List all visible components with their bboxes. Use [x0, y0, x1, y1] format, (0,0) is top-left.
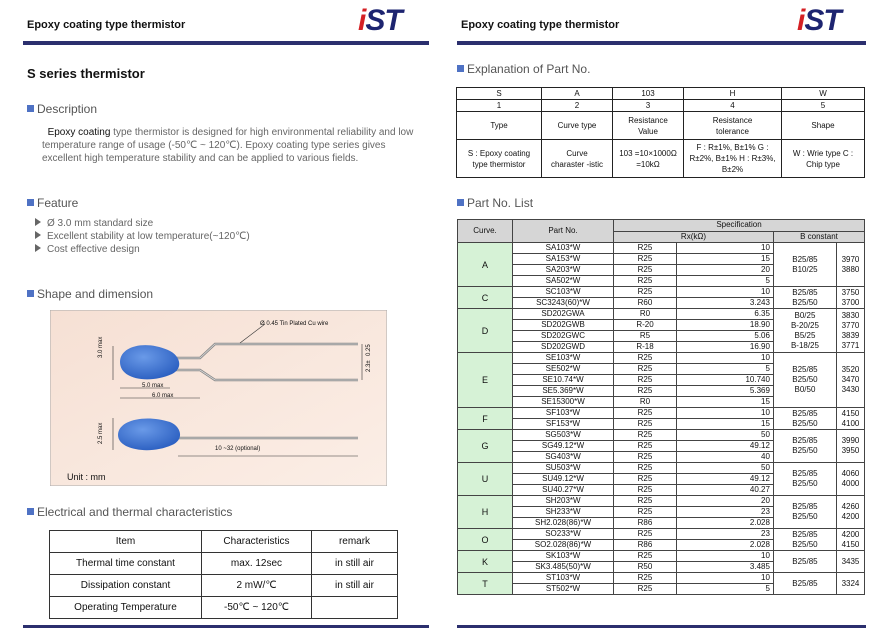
b-name: B25/85	[792, 502, 818, 511]
description-body: type thermistor is designed for high environmental reliability and low temperature range of usage (-50℃ ~ 120℃). Epoxy coating type series gives excellent high temperature stability and can be applied to various fields.	[42, 127, 414, 164]
part-no-cell: SF103*W	[513, 408, 614, 419]
b-value-cell	[836, 529, 864, 551]
part-no-cell: SH233*W	[513, 507, 614, 518]
b-name: B25/50	[792, 418, 818, 428]
part-no-cell: SF153*W	[513, 419, 614, 430]
elec-table	[49, 530, 398, 619]
b-name: B0/25	[794, 310, 816, 320]
rx-value-cell: 5	[677, 584, 774, 595]
b-value: 3970	[841, 254, 860, 264]
table-cell: Curve type	[542, 112, 613, 140]
rx-ref-cell: R25	[614, 551, 677, 562]
curve-cell: A	[458, 243, 513, 287]
elec-header-characteristics: Characteristics	[202, 531, 312, 553]
rx-value-cell: 50	[677, 430, 774, 441]
left-page-title: S series thermistor	[27, 66, 145, 81]
description-heading-text: Description	[37, 102, 98, 116]
part-no-cell: SE502*W	[513, 364, 614, 375]
rx-value-cell: 16.90	[677, 342, 774, 353]
b-value: 3435	[841, 556, 860, 566]
part-list-body	[458, 220, 865, 595]
bullet-square-icon	[457, 65, 464, 72]
part-no-cell: SG49.12*W	[513, 441, 614, 452]
b-value-cell	[836, 573, 864, 595]
table-cell: S : Epoxy coating type thermistor	[457, 140, 542, 178]
curve-cell: K	[458, 551, 513, 573]
part-no-cell: SH2.028(86)*W	[513, 518, 614, 529]
b-value: 4150	[841, 539, 860, 549]
part-no-cell: ST502*W	[513, 584, 614, 595]
b-value: 3430	[841, 385, 860, 394]
rx-value-cell: 15	[677, 254, 774, 265]
rx-ref-cell: R-18	[614, 342, 677, 353]
b-name: B25/50	[792, 479, 818, 488]
b-name-cell	[773, 551, 836, 573]
part-no-cell: SD202GWA	[513, 309, 614, 320]
left-logo	[358, 4, 402, 38]
triangle-bullet-icon	[35, 218, 41, 226]
part-codes-row	[457, 88, 865, 100]
rx-ref-cell: R25	[614, 375, 677, 386]
part-no-cell: SO2.028(86)*W	[513, 540, 614, 551]
lower-bead	[118, 418, 180, 450]
table-cell: max. 12sec	[202, 553, 312, 575]
part-no-cell: SG503*W	[513, 430, 614, 441]
rx-value-cell: 49.12	[677, 441, 774, 452]
rx-value-cell: 2.028	[677, 540, 774, 551]
rx-ref-cell: R25	[614, 507, 677, 518]
table-cell: Curve charaster -istic	[542, 140, 613, 178]
b-value-cell	[836, 430, 864, 463]
right-logo	[797, 4, 841, 38]
b-value: 3470	[841, 375, 860, 384]
rx-ref-cell: R5	[614, 331, 677, 342]
table-cell: 4	[684, 100, 782, 112]
table-cell: W	[782, 88, 865, 100]
b-name-cell	[773, 353, 836, 408]
rx-value-cell: 5.369	[677, 386, 774, 397]
rx-ref-cell: R50	[614, 562, 677, 573]
left-header-rule	[23, 41, 429, 45]
b-value: 4200	[841, 529, 860, 539]
rx-ref-cell: R25	[614, 452, 677, 463]
table-cell: 2 mW/℃	[202, 575, 312, 597]
b-value-cell	[836, 463, 864, 496]
b-value: 4000	[841, 479, 860, 488]
b-name-cell	[773, 430, 836, 463]
table-cell: 103 =10×1000Ω =10kΩ	[613, 140, 684, 178]
bullet-square-icon	[27, 508, 34, 515]
b-name: B25/50	[792, 297, 818, 307]
b-value-cell	[836, 353, 864, 408]
part-no-cell: ST103*W	[513, 573, 614, 584]
rx-value-cell: 2.028	[677, 518, 774, 529]
bullet-square-icon	[457, 199, 464, 206]
feature-item-text: Cost effective design	[47, 244, 140, 255]
table-row	[458, 551, 865, 562]
table-row	[458, 573, 865, 584]
part-no-cell: SG403*W	[513, 452, 614, 463]
table-cell: Shape	[782, 112, 865, 140]
rx-ref-cell: R25	[614, 353, 677, 364]
b-name: B25/85	[792, 556, 818, 566]
rx-value-cell: 5.06	[677, 331, 774, 342]
part-list-table	[457, 219, 865, 595]
curve-cell: G	[458, 430, 513, 463]
rx-value-cell: 18.90	[677, 320, 774, 331]
b-value: 3990	[841, 436, 860, 445]
part-nums-row	[457, 100, 865, 112]
rx-value-cell: 15	[677, 419, 774, 430]
logo-st: ST	[365, 4, 402, 37]
rx-ref-cell: R25	[614, 463, 677, 474]
table-cell: Type	[457, 112, 542, 140]
b-value: 3520	[841, 365, 860, 374]
table-cell: F : R±1%, B±1% G : R±2%, B±1% H : R±3%, B±2%	[684, 140, 782, 178]
b-name: B0/50	[794, 385, 816, 394]
part-no-cell: SD202GWD	[513, 342, 614, 353]
b-name-cell	[773, 463, 836, 496]
rx-ref-cell: R25	[614, 485, 677, 496]
rx-value-cell: 10	[677, 551, 774, 562]
triangle-bullet-icon	[35, 231, 41, 239]
b-value: 3700	[841, 297, 860, 307]
dim-23-label: 2.3±	[366, 360, 372, 372]
rx-ref-cell: R25	[614, 584, 677, 595]
description-heading	[27, 102, 97, 116]
bullet-square-icon	[27, 105, 34, 112]
table-row	[458, 430, 865, 441]
rx-value-cell: 15	[677, 397, 774, 408]
feature-item	[35, 230, 250, 243]
rx-ref-cell: R0	[614, 309, 677, 320]
curve-cell: C	[458, 287, 513, 309]
b-value: 4150	[841, 408, 860, 418]
table-row	[50, 553, 398, 575]
dim-lead-label: 10 ~32 (optional)	[215, 446, 261, 452]
b-value: 3880	[841, 264, 860, 274]
bullet-square-icon	[27, 199, 34, 206]
table-cell: Resistance Value	[613, 112, 684, 140]
b-name-cell	[773, 408, 836, 430]
part-no-cell: SO233*W	[513, 529, 614, 540]
part-no-cell: SA502*W	[513, 276, 614, 287]
right-header-rule	[457, 41, 866, 45]
part-no-cell: SA153*W	[513, 254, 614, 265]
table-row	[458, 463, 865, 474]
b-value-cell	[836, 309, 864, 353]
dim-30max-label: 3.0 max	[98, 336, 104, 358]
part-no-cell: SE15300*W	[513, 397, 614, 408]
b-value-cell	[836, 243, 864, 287]
feature-item	[35, 217, 250, 230]
feature-item-text: Ø 3.0 mm standard size	[47, 218, 154, 229]
curve-cell: E	[458, 353, 513, 408]
part-labels-row	[457, 112, 865, 140]
rx-ref-cell: R86	[614, 540, 677, 551]
right-header-title: Epoxy coating type thermistor	[461, 19, 620, 31]
dimension-diagram	[50, 310, 387, 486]
b-name: B5/25	[794, 330, 816, 340]
dim-25max-label: 2.5 max	[98, 422, 104, 444]
table-cell: 5	[782, 100, 865, 112]
rx-value-cell: 20	[677, 265, 774, 276]
table-cell: Resistance tolerance	[684, 112, 782, 140]
table-cell: 1	[457, 100, 542, 112]
curve-cell: O	[458, 529, 513, 551]
b-name: B25/85	[792, 254, 818, 264]
rx-ref-cell: R25	[614, 265, 677, 276]
b-value: 4060	[841, 469, 860, 478]
table-cell: S	[457, 88, 542, 100]
b-name: B25/85	[792, 469, 818, 478]
b-name: B-20/25	[790, 320, 819, 330]
rx-value-cell: 40	[677, 452, 774, 463]
elec-heading	[27, 505, 232, 519]
b-name: B25/85	[792, 365, 818, 374]
rx-ref-cell: R25	[614, 573, 677, 584]
b-value: 3770	[841, 320, 860, 330]
curve-cell: U	[458, 463, 513, 496]
b-name-cell	[773, 243, 836, 287]
triangle-bullet-icon	[35, 244, 41, 252]
rx-ref-cell: R25	[614, 243, 677, 254]
b-value: 3324	[841, 578, 860, 588]
b-name: B25/85	[792, 436, 818, 445]
part-no-cell: SK103*W	[513, 551, 614, 562]
list-heading-text: Part No. List	[467, 196, 534, 210]
table-cell: Operating Temperature	[50, 597, 202, 619]
part-no-cell: SD202GWC	[513, 331, 614, 342]
feature-item-text: Excellent stability at low temperature(~120℃)	[47, 231, 250, 242]
part-desc-row	[457, 140, 865, 178]
rx-ref-cell: R25	[614, 419, 677, 430]
table-cell: 103	[613, 88, 684, 100]
rx-ref-cell: R25	[614, 496, 677, 507]
dim-025-label: 0.25	[366, 344, 372, 356]
rx-ref-cell: R25	[614, 276, 677, 287]
explanation-heading-text: Explanation of Part No.	[467, 62, 591, 76]
rx-value-cell: 20	[677, 496, 774, 507]
rx-ref-cell: R86	[614, 518, 677, 529]
table-cell: 2	[542, 100, 613, 112]
header-curve: Curve.	[458, 220, 513, 243]
dim-60max-label: 6.0 max	[152, 393, 174, 399]
explanation-heading	[457, 62, 590, 76]
b-value-cell	[836, 287, 864, 309]
elec-header-remark: remark	[312, 531, 398, 553]
unit-label: Unit : mm	[67, 472, 106, 482]
b-name: B25/50	[792, 446, 818, 455]
part-number-table	[456, 87, 865, 178]
b-value: 3750	[841, 287, 860, 297]
rx-value-cell: 50	[677, 463, 774, 474]
part-no-cell: SH203*W	[513, 496, 614, 507]
dim-50max-label: 5.0 max	[142, 383, 164, 389]
elec-header-item: Item	[50, 531, 202, 553]
elec-table-header	[50, 531, 398, 553]
header-rx: Rx(kΩ)	[614, 231, 774, 243]
feature-heading	[27, 196, 78, 210]
table-cell	[312, 597, 398, 619]
rx-value-cell: 10	[677, 243, 774, 254]
rx-ref-cell: R25	[614, 529, 677, 540]
rx-ref-cell: R0	[614, 397, 677, 408]
shape-heading	[27, 287, 153, 301]
shape-heading-text: Shape and dimension	[37, 287, 154, 301]
b-name: B-18/25	[790, 340, 819, 350]
rx-value-cell: 10	[677, 287, 774, 298]
rx-value-cell: 5	[677, 276, 774, 287]
rx-value-cell: 10	[677, 408, 774, 419]
part-no-cell: SA203*W	[513, 265, 614, 276]
rx-ref-cell: R25	[614, 254, 677, 265]
table-cell: -50℃ ~ 120℃	[202, 597, 312, 619]
b-value: 3771	[841, 340, 860, 350]
header-part-no: Part No.	[513, 220, 614, 243]
part-list-header-row	[458, 220, 865, 232]
b-name: B25/50	[792, 375, 818, 384]
b-value: 4200	[841, 512, 860, 521]
part-no-cell: SE5.369*W	[513, 386, 614, 397]
part-no-cell: SC3243(60)*W	[513, 298, 614, 309]
feature-list	[35, 217, 250, 256]
description-text	[42, 126, 420, 165]
description-lead: Epoxy coating	[47, 127, 111, 138]
b-name: B10/25	[792, 264, 818, 274]
b-name: B25/85	[792, 529, 818, 539]
right-footer-rule	[457, 625, 866, 628]
rx-value-cell: 23	[677, 507, 774, 518]
b-value: 4260	[841, 502, 860, 511]
table-cell: A	[542, 88, 613, 100]
header-b-constant: B constant	[773, 231, 864, 243]
part-no-cell: SE10.74*W	[513, 375, 614, 386]
part-no-cell: SU503*W	[513, 463, 614, 474]
b-name-cell	[773, 529, 836, 551]
rx-ref-cell: R25	[614, 430, 677, 441]
table-row	[458, 243, 865, 254]
b-value: 3839	[841, 330, 860, 340]
table-cell: Dissipation constant	[50, 575, 202, 597]
bullet-square-icon	[27, 290, 34, 297]
logo-i: i	[358, 4, 366, 37]
rx-value-cell: 3.485	[677, 562, 774, 573]
rx-value-cell: 5	[677, 364, 774, 375]
rx-ref-cell: R25	[614, 474, 677, 485]
table-cell: Thermal time constant	[50, 553, 202, 575]
curve-cell: H	[458, 496, 513, 529]
part-no-cell: SD202GWB	[513, 320, 614, 331]
part-no-cell: SU40.27*W	[513, 485, 614, 496]
b-value-cell	[836, 496, 864, 529]
rx-ref-cell: R25	[614, 441, 677, 452]
rx-value-cell: 3.243	[677, 298, 774, 309]
rx-value-cell: 10	[677, 573, 774, 584]
curve-cell: F	[458, 408, 513, 430]
b-name: B25/50	[792, 512, 818, 521]
table-row	[458, 353, 865, 364]
b-name-cell	[773, 573, 836, 595]
b-value-cell	[836, 408, 864, 430]
wire-label: Ø 0.45 Tin Plated Cu wire	[260, 321, 329, 327]
table-row	[458, 529, 865, 540]
b-name: B25/85	[792, 408, 818, 418]
rx-value-cell: 23	[677, 529, 774, 540]
rx-value-cell: 10.740	[677, 375, 774, 386]
curve-cell: D	[458, 309, 513, 353]
curve-cell: T	[458, 573, 513, 595]
feature-item	[35, 243, 250, 256]
part-no-cell: SA103*W	[513, 243, 614, 254]
rx-ref-cell: R25	[614, 287, 677, 298]
logo-st: ST	[804, 4, 841, 37]
table-row	[458, 496, 865, 507]
rx-ref-cell: R25	[614, 386, 677, 397]
b-name: B25/85	[792, 578, 818, 588]
table-cell: W : Wrie type C : Chip type	[782, 140, 865, 178]
part-no-cell: SE103*W	[513, 353, 614, 364]
table-cell: 3	[613, 100, 684, 112]
left-footer-rule	[23, 625, 429, 628]
rx-value-cell: 49.12	[677, 474, 774, 485]
b-value: 3830	[841, 310, 860, 320]
part-no-cell: SC103*W	[513, 287, 614, 298]
part-no-cell: SU49.12*W	[513, 474, 614, 485]
part-no-cell: SK3.485(50)*W	[513, 562, 614, 573]
left-header-title: Epoxy coating type thermistor	[27, 19, 186, 31]
b-value-cell	[836, 551, 864, 573]
header-specification: Specification	[614, 220, 865, 232]
rx-ref-cell: R25	[614, 364, 677, 375]
b-name-cell	[773, 496, 836, 529]
table-cell: in still air	[312, 575, 398, 597]
table-row	[458, 287, 865, 298]
table-row	[50, 575, 398, 597]
elec-heading-text: Electrical and thermal characteristics	[37, 505, 233, 519]
table-cell: in still air	[312, 553, 398, 575]
b-name: B25/85	[792, 287, 818, 297]
table-row	[458, 309, 865, 320]
b-name: B25/50	[792, 539, 818, 549]
b-value: 3950	[841, 446, 860, 455]
list-heading	[457, 196, 533, 210]
rx-value-cell: 40.27	[677, 485, 774, 496]
logo-i: i	[797, 4, 805, 37]
b-name-cell	[773, 309, 836, 353]
b-name-cell	[773, 287, 836, 309]
rx-value-cell: 6.35	[677, 309, 774, 320]
rx-ref-cell: R-20	[614, 320, 677, 331]
table-row	[458, 408, 865, 419]
rx-value-cell: 10	[677, 353, 774, 364]
table-row	[50, 597, 398, 619]
feature-heading-text: Feature	[37, 196, 79, 210]
table-cell: H	[684, 88, 782, 100]
rx-ref-cell: R25	[614, 408, 677, 419]
b-value: 4100	[841, 418, 860, 428]
rx-ref-cell: R60	[614, 298, 677, 309]
